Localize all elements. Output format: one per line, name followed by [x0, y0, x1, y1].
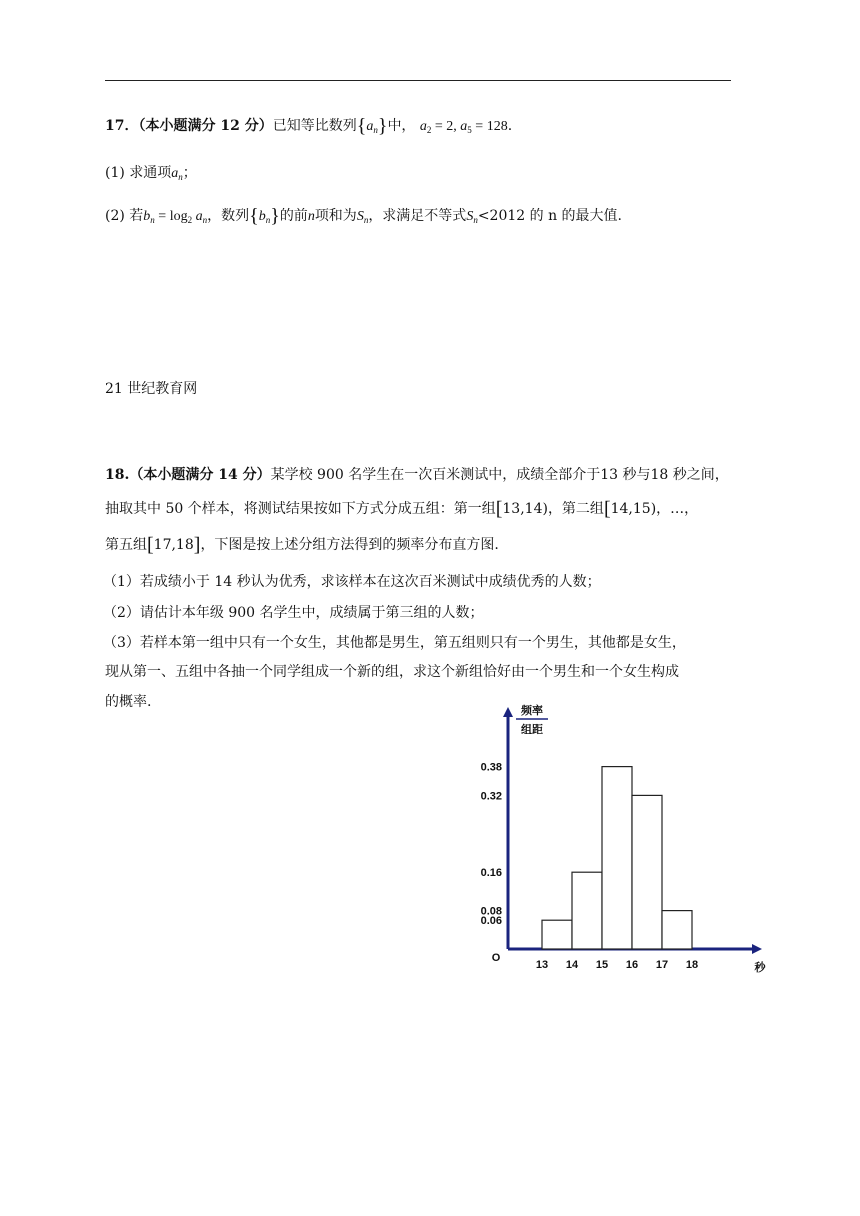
- q17-part2-sn: $S_n$: [356, 209, 369, 225]
- x-tick-label: 13: [535, 959, 549, 971]
- q17-cond-a2: $a_2 = 2$,: [419, 119, 461, 135]
- histogram-bars: [542, 767, 692, 949]
- origin-label: O: [491, 952, 501, 964]
- q17-part1-label: (1): [105, 165, 125, 181]
- histogram-bar: [572, 872, 602, 949]
- q18-group5: [17,18]: [147, 534, 201, 556]
- q18-line2-c: ，…，: [656, 501, 699, 517]
- q17-part2-sn2: $S_n$: [466, 209, 478, 225]
- q17-part2-label: (2): [105, 208, 125, 224]
- q18-line3: [105, 535, 499, 555]
- y-axis-arrow: [503, 707, 513, 717]
- y-tick-label: 0.08: [480, 905, 502, 918]
- frequency-histogram: [470, 698, 780, 978]
- q18-score: （本小题满分 14 分）: [129, 467, 271, 483]
- q17-part2: [105, 206, 622, 230]
- q18-line2: [105, 499, 698, 519]
- q17-part2-seq-b: $\{b_n\}$: [249, 205, 280, 227]
- y-tick-label: 0.16: [480, 867, 502, 880]
- x-tick-label: 16: [625, 959, 639, 971]
- histogram-bar: [602, 767, 632, 949]
- y-tick-label: 0.06: [480, 915, 502, 928]
- q17-period: .: [507, 118, 513, 134]
- q17-part2-if: 若: [129, 208, 144, 224]
- histogram-bar: [542, 920, 572, 949]
- q18-line1: [105, 465, 729, 485]
- q17-part2-n: n: [307, 209, 315, 224]
- x-tick-label: 15: [595, 959, 609, 971]
- watermark-text: 21 世纪教育网: [105, 381, 198, 397]
- q17-part2-t5: ，求满足不等式: [368, 208, 467, 224]
- q18-sub3-a: （3）若样本第一组中只有一个女生，其他都是男生，第五组则只有一个男生，其他都是女生，: [103, 635, 686, 651]
- histogram-bar: [662, 911, 692, 949]
- q18-line2-b: ，第二组: [547, 501, 604, 517]
- q17-number: 17．: [105, 118, 139, 134]
- q17-part1-end: ；: [182, 165, 197, 181]
- q17-cond-a5: $a_5 = 128$: [460, 119, 508, 135]
- x-tick-label: 14: [565, 959, 579, 971]
- q18-sub2: （2）请估计本年级 900 名学生中，成绩属于第三组的人数；: [103, 605, 484, 621]
- q18-line3-b: ，下图是按上述分组方法得到的频率分布直方图.: [200, 537, 499, 553]
- y-tick-label: 0.32: [480, 790, 502, 803]
- q17-part1-an: $a_n$: [171, 166, 183, 182]
- q17-score: （本小题满分 12 分）: [138, 118, 273, 134]
- q18-sub3-b: 现从第一、五组中各抽一个同学组成一个新的组，求这个新组恰好由一个男生和一个女生构成: [105, 664, 679, 680]
- x-tick-label: 18: [685, 959, 699, 971]
- q18-sub3-c: 的概率.: [105, 694, 152, 710]
- q17-intro: 已知等比数列: [272, 118, 357, 134]
- x-axis-arrow: [752, 944, 762, 954]
- q18-group2: [14,15): [603, 498, 657, 520]
- q18-sub1: （1）若成绩小于 14 秒认为优秀，求该样本在这次百米测试中成绩优秀的人数；: [103, 574, 601, 590]
- q17-part2-t2: ，数列: [207, 208, 250, 224]
- y-tick-label: 0.38: [480, 761, 502, 774]
- x-tick-label: 17: [655, 959, 669, 971]
- q17-part2-t6: <2012 的 n 的最大值.: [477, 208, 622, 224]
- q17-statement: [105, 116, 512, 140]
- q18-line1-text: 某学校 900 名学生在一次百米测试中，成绩全部介于13 秒与18 秒之间，: [270, 467, 729, 483]
- q17-part2-t3: 的前: [279, 208, 308, 224]
- q17-seq-a: $\{a_n\}$: [356, 115, 388, 137]
- q17-part1: [105, 163, 197, 187]
- header-rule: [105, 80, 731, 81]
- q17-part1-text: 求通项: [129, 165, 172, 181]
- q18-line2-a: 抽取其中 50 个样本，将测试结果按如下方式分成五组：第一组: [105, 501, 496, 517]
- histogram-bar: [632, 795, 662, 949]
- y-axis-label-top: 频率: [521, 705, 543, 717]
- x-axis-label: 秒: [754, 962, 766, 974]
- q17-part2-bn-formula: $b_n = \log_2 a_n$: [143, 209, 208, 225]
- q17-part2-t4: 项和为: [314, 208, 357, 224]
- q18-line3-a: 第五组: [105, 537, 147, 553]
- q17-intro-mid: 中，: [387, 118, 416, 134]
- q18-group1: [13,14): [495, 498, 548, 520]
- q18-number: 18.: [105, 467, 130, 483]
- y-axis-label-bottom: 组距: [521, 724, 543, 736]
